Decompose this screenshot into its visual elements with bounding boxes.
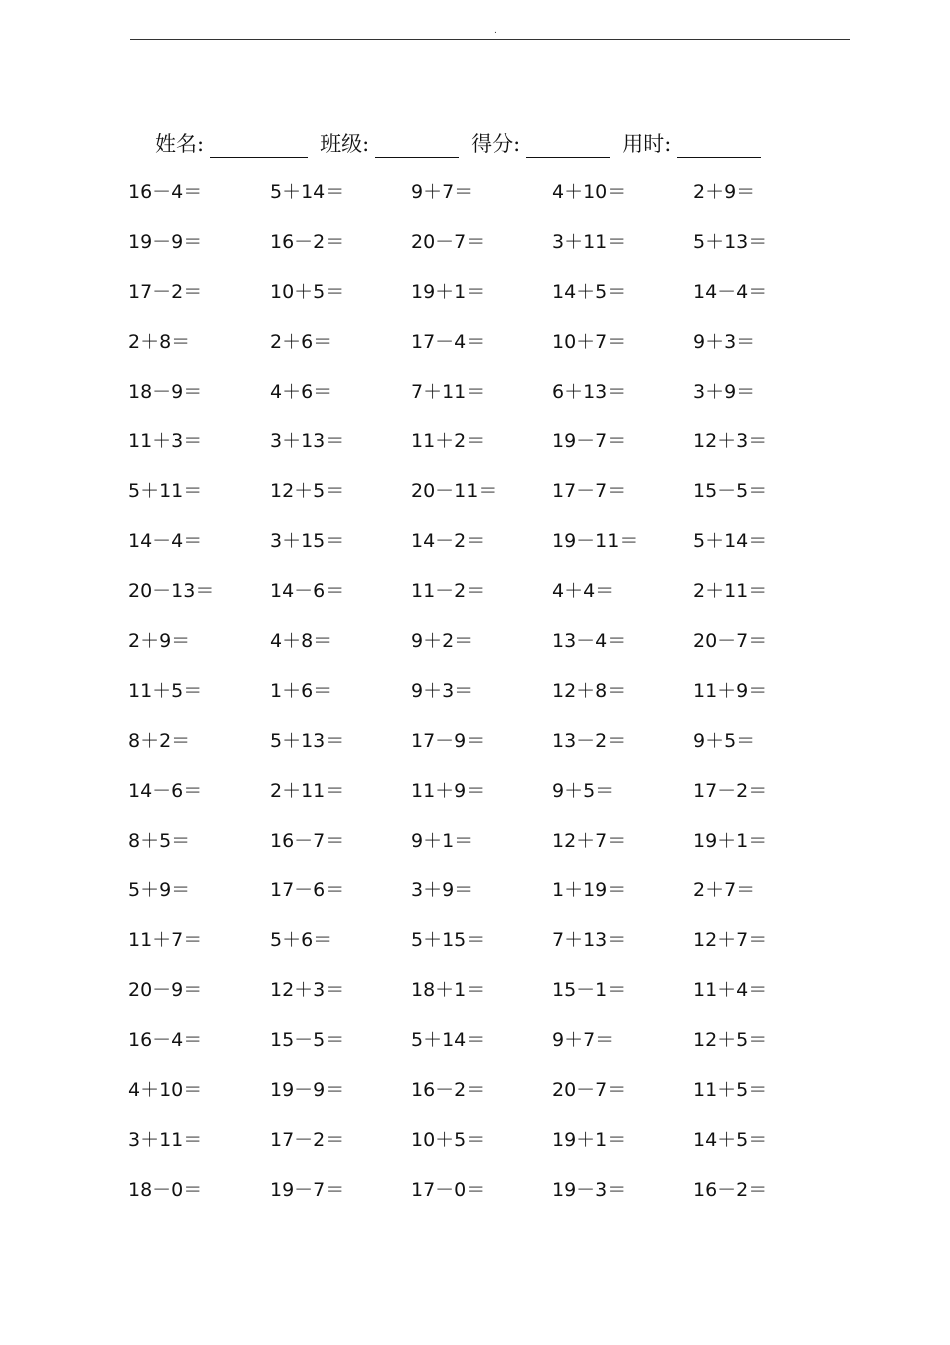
problem-item: 5＋6＝ [270,929,333,952]
problem-item: 5＋14＝ [693,530,768,553]
problem-item: 20－11＝ [411,480,498,503]
problem-item: 12＋5＝ [270,480,345,503]
problem-item: 9＋2＝ [411,630,474,653]
problem-item: 1＋6＝ [270,679,333,702]
problem-item: 16－4＝ [128,1029,203,1052]
problem-item: 3＋11＝ [128,1128,203,1151]
header-rule [130,39,850,40]
problem-item: 4＋10＝ [128,1079,203,1102]
problem-item: 19－11＝ [552,530,639,553]
problem-item: 5＋9＝ [128,879,191,902]
problem-item: 9＋7＝ [411,181,474,203]
problem-item: 3＋9＝ [411,879,474,902]
problem-item: 17－2＝ [270,1128,345,1151]
problem-item: 16－2＝ [411,1079,486,1102]
student-info-row [155,128,773,158]
problem-item: 11＋2＝ [411,430,486,453]
problem-item: 12＋8＝ [552,679,627,702]
problem-item: 11＋3＝ [128,430,203,453]
problem-item: 17－9＝ [411,729,486,752]
problem-item: 12＋5＝ [693,1029,768,1052]
score-field [471,130,622,158]
header-dot: . [494,26,497,36]
problem-item: 11＋5＝ [693,1079,768,1102]
problem-item: 9＋5＝ [552,779,615,802]
problem-item: 9＋3＝ [411,679,474,702]
problem-item: 19＋1＝ [411,280,486,303]
problem-item: 16－7＝ [270,829,345,852]
problem-item: 18＋1＝ [411,979,486,1002]
time-blank[interactable] [677,131,761,158]
problem-item: 19－9＝ [270,1079,345,1102]
problem-item: 2＋11＝ [270,779,345,802]
problem-item: 11－2＝ [411,580,486,603]
problem-item: 15－1＝ [552,979,627,1002]
problem-item: 10＋7＝ [552,330,627,353]
problem-item: 5＋15＝ [411,929,486,952]
problem-item: 18－9＝ [128,380,203,403]
problem-item: 14－6＝ [128,779,203,802]
problem-item: 20－9＝ [128,979,203,1002]
problem-item: 17－2＝ [128,280,203,303]
problem-item: 10＋5＝ [411,1128,486,1151]
score-label: 得分: [471,132,521,156]
problem-item: 13－4＝ [552,630,627,653]
problem-item: 8＋2＝ [128,729,191,752]
problem-item: 19－9＝ [128,230,203,253]
problem-item: 9＋1＝ [411,829,474,852]
problem-item: 11＋4＝ [693,979,768,1002]
class-blank[interactable] [375,131,459,158]
problem-item: 16－2＝ [270,230,345,253]
problem-item: 20－7＝ [552,1079,627,1102]
problem-item: 17－4＝ [411,330,486,353]
time-label: 用时: [622,132,672,156]
problem-item: 2＋7＝ [693,879,756,902]
problem-item: 11＋5＝ [128,679,203,702]
problem-item: 2＋11＝ [693,580,768,603]
problem-item: 14－6＝ [270,580,345,603]
problem-item: 8＋5＝ [128,829,191,852]
name-blank[interactable] [210,131,308,158]
problem-item: 12＋7＝ [693,929,768,952]
problem-item: 4＋8＝ [270,630,333,653]
problem-item: 14＋5＝ [693,1128,768,1151]
problem-item: 19－7＝ [552,430,627,453]
problem-item: 14＋5＝ [552,280,627,303]
problem-item: 19＋1＝ [552,1128,627,1151]
problem-item: 20－7＝ [693,630,768,653]
class-field [320,130,471,158]
problem-item: 6＋13＝ [552,380,627,403]
problem-item: 17－2＝ [693,779,768,802]
problem-item: 16－2＝ [693,1178,768,1201]
problem-item: 2＋9＝ [128,630,191,653]
problem-item: 4＋10＝ [552,181,627,203]
name-field [155,130,320,158]
problem-item: 5＋13＝ [693,230,768,253]
problem-item: 1＋19＝ [552,879,627,902]
problem-item: 20－13＝ [128,580,215,603]
problem-item: 7＋13＝ [552,929,627,952]
problem-item: 14－4＝ [693,280,768,303]
problem-item: 2＋6＝ [270,330,333,353]
problem-item: 5＋11＝ [128,480,203,503]
problem-item: 10＋5＝ [270,280,345,303]
problem-grid [128,168,848,1216]
problem-item: 14－4＝ [128,530,203,553]
problem-item: 11＋7＝ [128,929,203,952]
problem-item: 12＋3＝ [270,979,345,1002]
problem-item: 16－4＝ [128,181,203,203]
problem-item: 5＋14＝ [270,181,345,203]
problem-item: 19－7＝ [270,1178,345,1201]
problem-item: 9＋5＝ [693,729,756,752]
problem-item: 9＋3＝ [693,330,756,353]
problem-item: 18－0＝ [128,1178,203,1201]
problem-item: 17－6＝ [270,879,345,902]
score-blank[interactable] [526,131,610,158]
problem-item: 3＋13＝ [270,430,345,453]
problem-item: 4＋4＝ [552,580,615,603]
problem-item: 12＋7＝ [552,829,627,852]
problem-item: 4＋6＝ [270,380,333,403]
problem-item: 3＋15＝ [270,530,345,553]
problem-item: 11＋9＝ [693,679,768,702]
problem-item: 9＋7＝ [552,1029,615,1052]
problem-item: 15－5＝ [693,480,768,503]
problem-item: 3＋9＝ [693,380,756,403]
problem-item: 11＋9＝ [411,779,486,802]
problem-item: 3＋11＝ [552,230,627,253]
problem-item: 17－7＝ [552,480,627,503]
problem-item: 12＋3＝ [693,430,768,453]
problem-item: 13－2＝ [552,729,627,752]
problem-item: 19＋1＝ [693,829,768,852]
class-label: 班级: [320,132,370,156]
problem-item: 2＋9＝ [693,181,756,203]
problem-item: 7＋11＝ [411,380,486,403]
problem-item: 17－0＝ [411,1178,486,1201]
time-field [622,130,773,158]
problem-item: 5＋14＝ [411,1029,486,1052]
name-label: 姓名: [155,132,205,156]
problem-item: 5＋13＝ [270,729,345,752]
problem-item: 2＋8＝ [128,330,191,353]
problem-item: 14－2＝ [411,530,486,553]
problem-item: 15－5＝ [270,1029,345,1052]
problem-item: 20－7＝ [411,230,486,253]
problem-item: 19－3＝ [552,1178,627,1201]
